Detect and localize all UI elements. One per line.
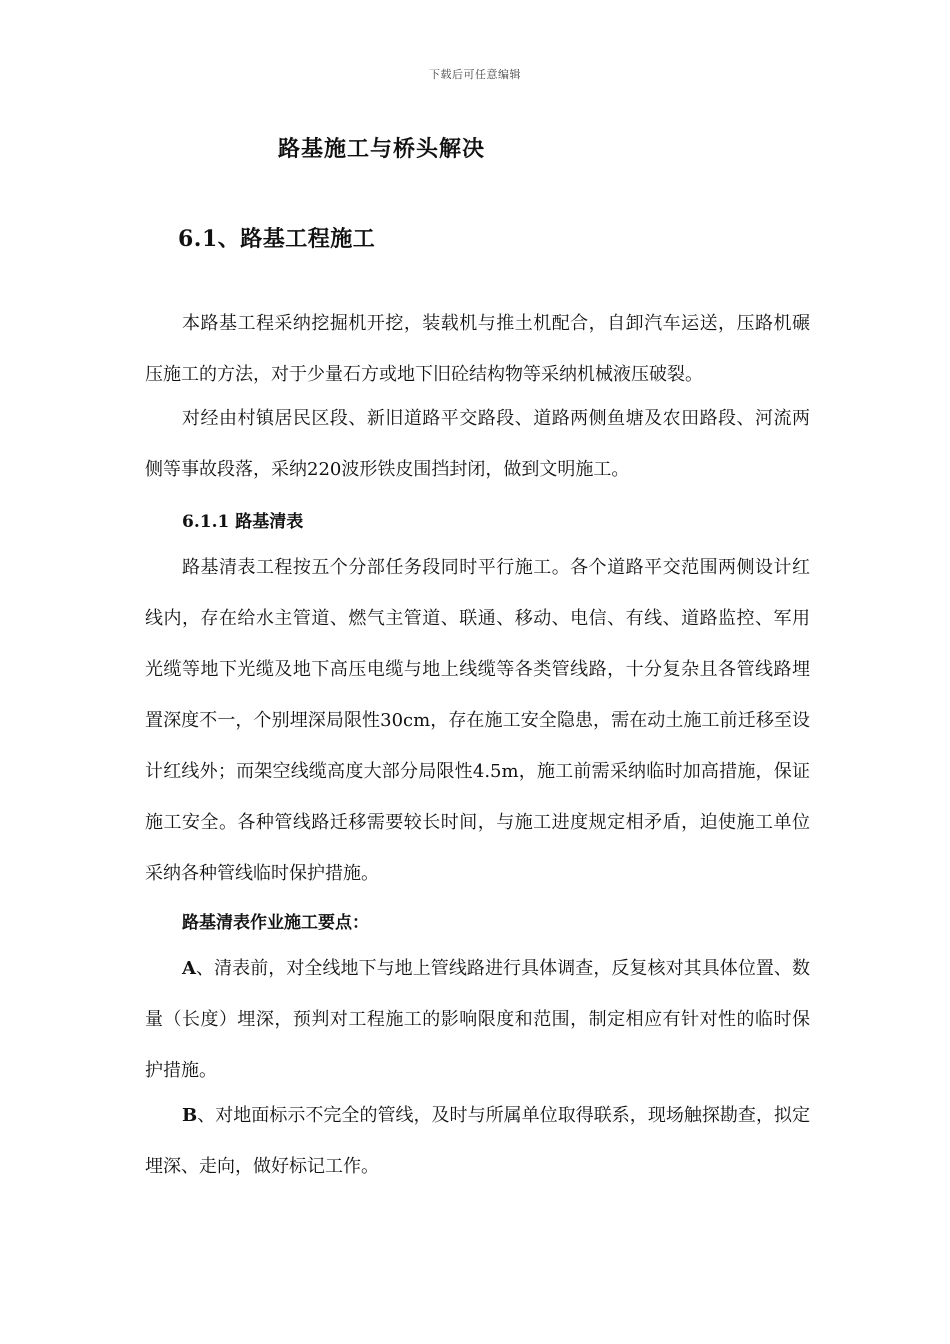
key-point-marker: B [182, 1105, 198, 1126]
key-point-marker: A [182, 958, 196, 979]
body-paragraph: 路基清表工程按五个分部任务段同时平行施工。各个道路平交范围两侧设计红线内，存在给水主管道、燃气主管道、联通、移动、电信、有线、道路监控、军用光缆等地下光缆及地下高压电缆与地上线缆等各类管线路，十分复杂且各管线路埋置深度不一，个别埋深局限性30cm，存在施工安全隐患，需在动土施工前迁移至设计红线外；而架空线缆高度大部分局限性4.5m，施工前需采纳临时加高措施，保证施工安全。各种管线路迁移需要较长时间，与施工进度规定相矛盾，迫使施工单位采纳各种管线临时保护措施。 [145, 557, 810, 884]
header-note: 下载后可任意编辑 [429, 68, 521, 81]
document-title: 路基施工与桥头解决 [278, 136, 486, 162]
key-point-item [145, 943, 810, 1096]
key-point-paragraph [145, 1090, 810, 1192]
paragraph-block [145, 393, 810, 495]
paragraph-block [145, 542, 810, 899]
body-paragraph: 对经由村镇居民区段、新旧道路平交路段、道路两侧鱼塘及农田路段、河流两侧等事故段落，采纳220波形铁皮围挡封闭，做到文明施工。 [145, 408, 810, 480]
key-point-text: 、对地面标示不完全的管线，及时与所属单位取得联系，现场触探勘查，拟定埋深、走向，做好标记工作。 [145, 1105, 810, 1177]
section-heading: 6.1、路基工程施工 [178, 226, 376, 252]
body-paragraph: 本路基工程采纳挖掘机开挖，装载机与推土机配合，自卸汽车运送，压路机碾压施工的方法，对于少量石方或地下旧砼结构物等采纳机械液压破裂。 [145, 313, 810, 385]
paragraph-block [145, 298, 810, 400]
key-point-paragraph [145, 943, 810, 1096]
subsection-heading: 6.1.1 路基清表 [182, 512, 304, 532]
key-points-heading: 路基清表作业施工要点： [182, 913, 369, 933]
key-point-item [145, 1090, 810, 1192]
key-point-text: 、清表前，对全线地下与地上管线路进行具体调查，反复核对其具体位置、数量（长度）埋深，预判对工程施工的影响限度和范围，制定相应有针对性的临时保护措施。 [145, 958, 810, 1081]
